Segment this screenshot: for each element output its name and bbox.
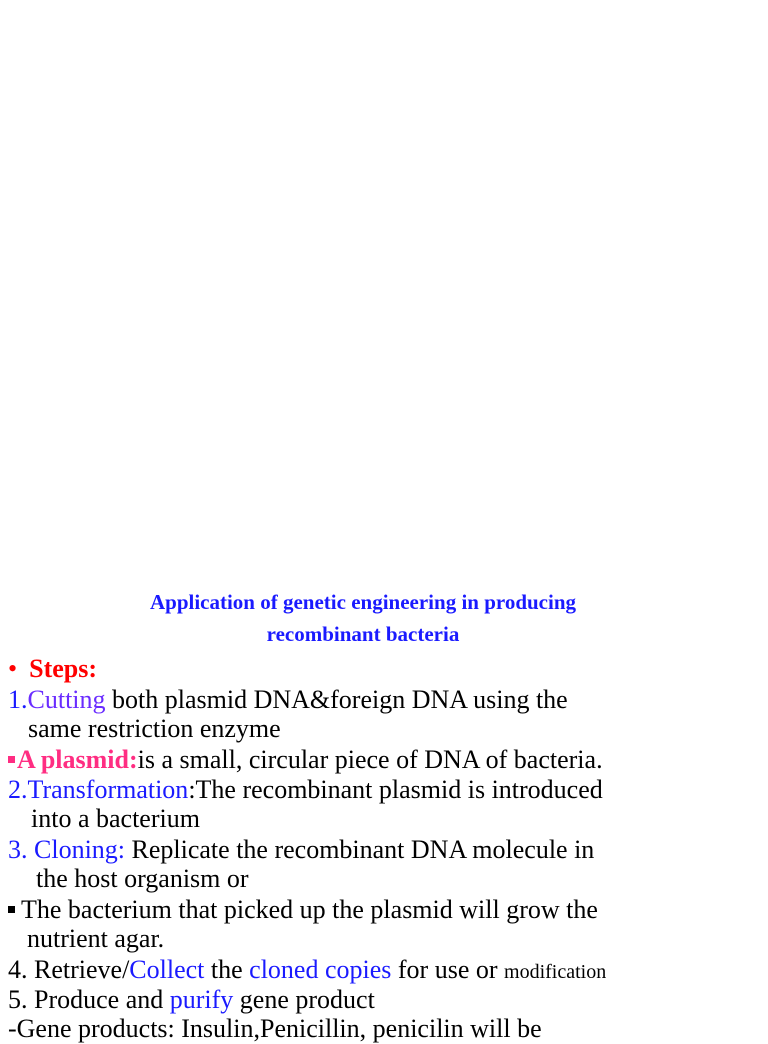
step-2-number: 2. bbox=[8, 775, 28, 804]
step-6-partial: -Gene products: Insulin,Penicillin, penicilin will be bbox=[8, 1014, 542, 1043]
step-5-text: gene product bbox=[233, 985, 375, 1014]
bacterium-text: The bacterium that picked up the plasmid will grow the bbox=[21, 895, 598, 924]
step-3-continuation: the host organism or bbox=[36, 864, 249, 893]
bacterium-note bbox=[8, 895, 598, 925]
step-1-number: 1. bbox=[8, 685, 28, 714]
step-4-prefix: 4. Retrieve/ bbox=[8, 955, 130, 984]
square-bullet-icon bbox=[8, 906, 15, 913]
plasmid-keyword: A plasmid: bbox=[17, 745, 138, 774]
step-1-keyword: Cutting bbox=[27, 685, 106, 714]
step-4-mid: the bbox=[204, 955, 250, 984]
step-4-keyword-cloned-copies: cloned copies bbox=[249, 955, 392, 984]
step-3-keyword: 3. Cloning: bbox=[8, 835, 126, 864]
step-4-text: for use or bbox=[391, 955, 505, 984]
step-4 bbox=[8, 955, 606, 987]
step-5-keyword: purify bbox=[169, 985, 234, 1014]
step-2 bbox=[8, 775, 603, 805]
step-3 bbox=[8, 835, 594, 865]
square-bullet-icon bbox=[8, 756, 15, 763]
bullet-icon: • bbox=[8, 654, 18, 683]
step-1 bbox=[8, 685, 568, 715]
step-2-keyword: Transformation bbox=[27, 775, 189, 804]
step-1-text: both plasmid DNA&foreign DNA using the bbox=[105, 685, 568, 714]
step-2-continuation: into a bacterium bbox=[31, 804, 200, 833]
step-5 bbox=[8, 985, 375, 1015]
step-4-keyword-collect: Collect bbox=[129, 955, 205, 984]
bacterium-note-continuation: nutrient agar. bbox=[27, 924, 165, 953]
step-2-text: :The recombinant plasmid is introduced bbox=[188, 775, 603, 804]
steps-label: Steps: bbox=[29, 654, 98, 683]
step-5-prefix: 5. Produce and bbox=[8, 985, 170, 1014]
step-1-continuation: same restriction enzyme bbox=[28, 714, 281, 743]
plasmid-text: is a small, circular piece of DNA of bacteria. bbox=[137, 745, 603, 774]
title-line-1: Application of genetic engineering in producing bbox=[149, 590, 577, 614]
step-3-text: Replicate the recombinant DNA molecule in bbox=[125, 835, 595, 864]
plasmid-note bbox=[8, 745, 603, 775]
title-line-2: recombinant bacteria bbox=[266, 622, 460, 646]
steps-heading bbox=[8, 654, 97, 684]
step-4-small-text: modification bbox=[504, 961, 607, 983]
